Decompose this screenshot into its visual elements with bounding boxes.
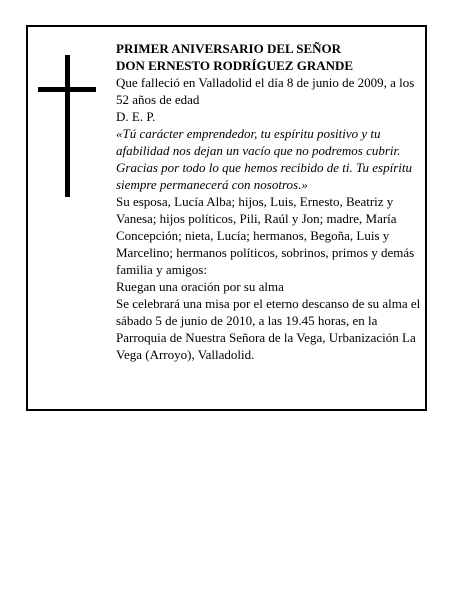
- obituary-notice: [26, 25, 427, 411]
- cross-horizontal-bar: [38, 87, 96, 92]
- memorial-quote: «Tú carácter emprendedor, tu espíritu positivo y tu afabilidad nos dejan un vacío que no podremos cubrir. Gracias por todo lo que hemos recibido de ti. Tu espíritu siempre permanecerá con nosotros.»: [116, 126, 412, 192]
- latin-cross-icon: [38, 55, 96, 197]
- family-list: Su esposa, Lucía Alba; hijos, Luis, Ernesto, Beatriz y Vanesa; hijos políticos, Pili, Raúl y Jon; madre, María Concepción; nieta, Lucía; hermanos, Begoña, Luis y Marcelino; hermanos políticos, sobrinos, primos y demás familia y amigos:: [116, 194, 415, 277]
- notice-text: [116, 40, 422, 363]
- prayer-request: Ruegan una oración por su alma: [116, 279, 284, 294]
- cross-vertical-bar: [65, 55, 70, 197]
- death-info: Que falleció en Valladolid el día 8 de junio de 2009, a los 52 años de edad: [116, 75, 415, 107]
- notice-title-line-1: PRIMER ANIVERSARIO DEL SEÑOR: [116, 41, 342, 56]
- notice-title-line-2: DON ERNESTO RODRÍGUEZ GRANDE: [116, 58, 354, 73]
- dep-text: D. E. P.: [116, 109, 156, 124]
- mass-details: Se celebrará una misa por el eterno descanso de su alma el sábado 5 de junio de 2010, a las 19.45 horas, en la Parroquia de Nuestra Señora de la Vega, Urbanización La Vega (Arroyo), Valladolid.: [116, 296, 421, 362]
